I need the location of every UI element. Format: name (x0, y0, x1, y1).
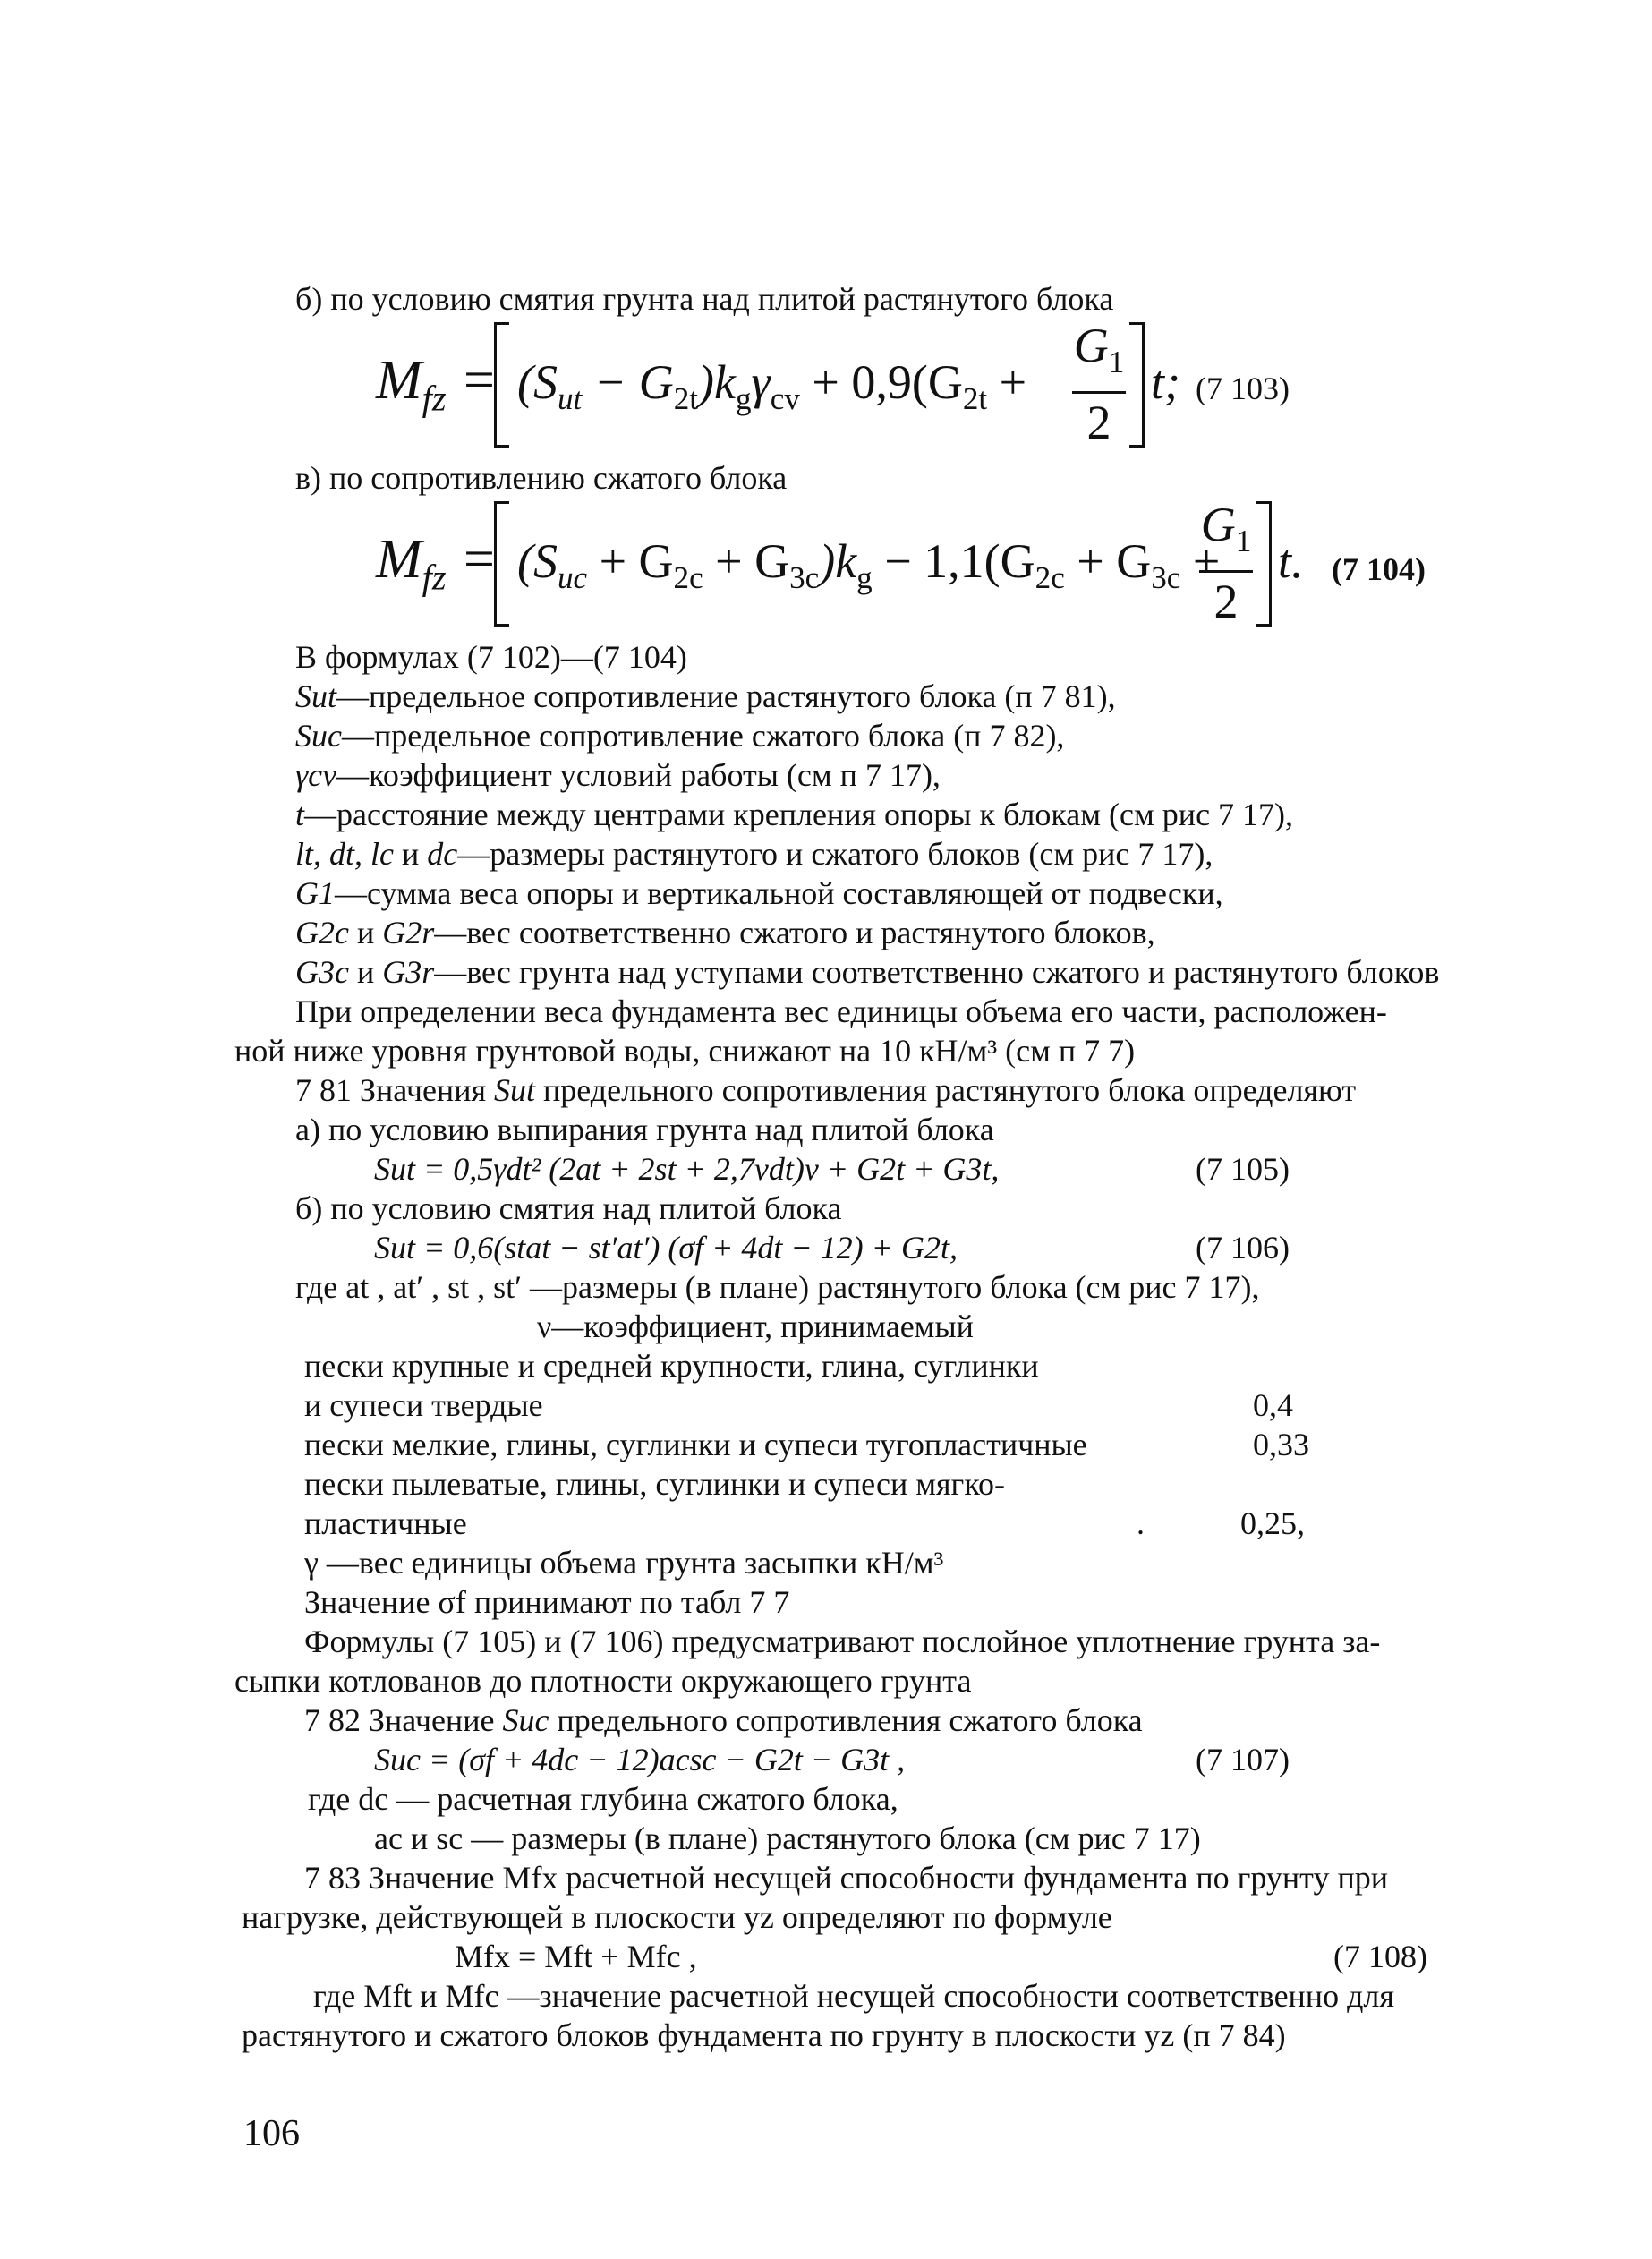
formula-7-103 (0, 319, 1652, 449)
left-bracket (494, 322, 509, 448)
text-line: ν—коэффициент, принимаемый (537, 1309, 974, 1344)
text-line: где Mft и Mfc —значение расчетной несущей способности соответственно для (313, 1978, 1394, 2014)
formula-fraction: $G_1$ 2 (1200, 498, 1252, 628)
formula-body: $(S_{ut} - G_{2t})k_g\gamma_{cv} + 0,9(G_{2t}$ + (517, 355, 1027, 416)
clause-7-81: 7 81 Значения Sut предельного сопротивления растянутого блока определяют (295, 1072, 1357, 1108)
definition-sut: Sut—предельное сопротивление растянутого блока (п 7 81), (295, 678, 1116, 714)
table-row-label: и супеси твердые (304, 1387, 543, 1423)
section-heading-b: б) по условию смятия грунта над плитой растянутого блока (295, 281, 1114, 317)
formula-7-106: Sut = 0,6(stat − st′at′) (σf + 4dt − 12) + G2t, (374, 1230, 958, 1266)
table-row-value: 0,33 (1253, 1427, 1309, 1462)
definition-t: t—расстояние между центрами крепления опоры к блокам (см рис 7 17), (295, 797, 1294, 832)
text-line: растянутого и сжатого блоков фундамента по грунту в плоскости yz (п 7 84) (242, 2017, 1286, 2053)
definition-g1: G1—сумма веса опоры и вертикальной составляющей от подвески, (295, 875, 1223, 911)
definition-g2: G2c и G2r—вес соответственно сжатого и растянутого блоков, (295, 915, 1155, 950)
formula-7-104 (0, 498, 1652, 628)
text-line: ной ниже уровня грунтовой воды, снижают на 10 кН/м³ (см п 7 7) (234, 1033, 1136, 1069)
left-bracket (494, 501, 509, 627)
section-heading-v: в) по сопротивлению сжатого блока (295, 460, 788, 496)
table-row-label: пластичные (304, 1505, 467, 1541)
formula-7-107: Suc = (σf + 4dc − 12)acsc − G2t − G3t , (374, 1742, 906, 1777)
text-line: где at , at′ , st , st′ —размеры (в плане) растянутого блока (см рис 7 17), (295, 1269, 1260, 1305)
formula-fraction: $G_1$ 2 (1073, 319, 1125, 449)
formula-tail: t. (1278, 534, 1304, 588)
formula-lhs: $M_{fz}$ = (376, 529, 498, 598)
table-row-label: пески мелкие, глины, суглинки и супеси тугопластичные (304, 1427, 1087, 1462)
formula-tail: t; (1151, 355, 1180, 409)
text-line: ac и sc — размеры (в плане) растянутого блока (см рис 7 17) (374, 1820, 1201, 1856)
equation-number: (7 105) (1196, 1151, 1290, 1187)
equation-number: (7 107) (1196, 1742, 1290, 1777)
equation-number: (7 103) (1196, 371, 1290, 406)
table-row-value: 0,4 (1253, 1387, 1293, 1423)
text-line: сыпки котлованов до плотности окружающего грунта (234, 1663, 972, 1699)
formula-lhs: $M_{fz}$ = (376, 350, 498, 419)
right-bracket (1129, 322, 1145, 448)
text-line: В формулах (7 102)—(7 104) (295, 639, 687, 675)
text-line: а) по условию выпирания грунта над плитой блока (295, 1112, 994, 1147)
leader-dot: . (1137, 1505, 1145, 1541)
definition-suc: Suc—предельное сопротивление сжатого блока (п 7 82), (295, 718, 1065, 754)
text-line: При определении веса фундамента вес единицы объема его части, расположен- (295, 993, 1387, 1029)
formula-body: $(S_{uc} + G_{2c} + G_{3c})k_g - 1,1(G_{2c} + G_{3c}$ + (517, 534, 1221, 595)
text-line: γ —вес единицы объема грунта засыпки кН/м³ (304, 1545, 944, 1581)
definition-g3: G3c и G3r—вес грунта над уступами соответственно сжатого и растянутого блоков (295, 954, 1440, 990)
text-line: Формулы (7 105) и (7 106) предусматривают послойное уплотнение грунта за- (304, 1624, 1381, 1659)
text-line: где dc — расчетная глубина сжатого блока, (308, 1781, 898, 1817)
equation-number: (7 108) (1333, 1939, 1427, 1974)
formula-7-108: Mfx = Mft + Mfc , (455, 1939, 697, 1974)
definition-gamma-cv: γcv—коэффициент условий работы (см п 7 17), (295, 757, 941, 793)
equation-number: (7 104) (1332, 551, 1426, 587)
right-bracket (1256, 501, 1272, 627)
table-row-value: 0,25, (1240, 1505, 1305, 1541)
page-number: 106 (243, 2113, 300, 2154)
text-line: нагрузке, действующей в плоскости yz определяют по формуле (242, 1899, 1112, 1935)
formula-7-105: Sut = 0,5γdt² (2at + 2st + 2,7νdt)ν + G2t + G3t, (374, 1151, 1000, 1187)
text-line: Значение σf принимают по табл 7 7 (304, 1584, 790, 1620)
clause-7-83: 7 83 Значение Mfx расчетной несущей способности фундамента по грунту при (304, 1860, 1388, 1896)
clause-7-82: 7 82 Значение Suc предельного сопротивления сжатого блока (304, 1702, 1143, 1738)
table-row-label: пески пылеватые, глины, суглинки и супеси мягко- (304, 1466, 1005, 1502)
text-line: б) по условию смятия над плитой блока (295, 1190, 842, 1226)
definition-dims: lt, dt, lc и dc—размеры растянутого и сжатого блоков (см рис 7 17), (295, 836, 1213, 872)
equation-number: (7 106) (1196, 1230, 1290, 1266)
text-line: пески крупные и средней крупности, глина, суглинки (304, 1348, 1039, 1384)
